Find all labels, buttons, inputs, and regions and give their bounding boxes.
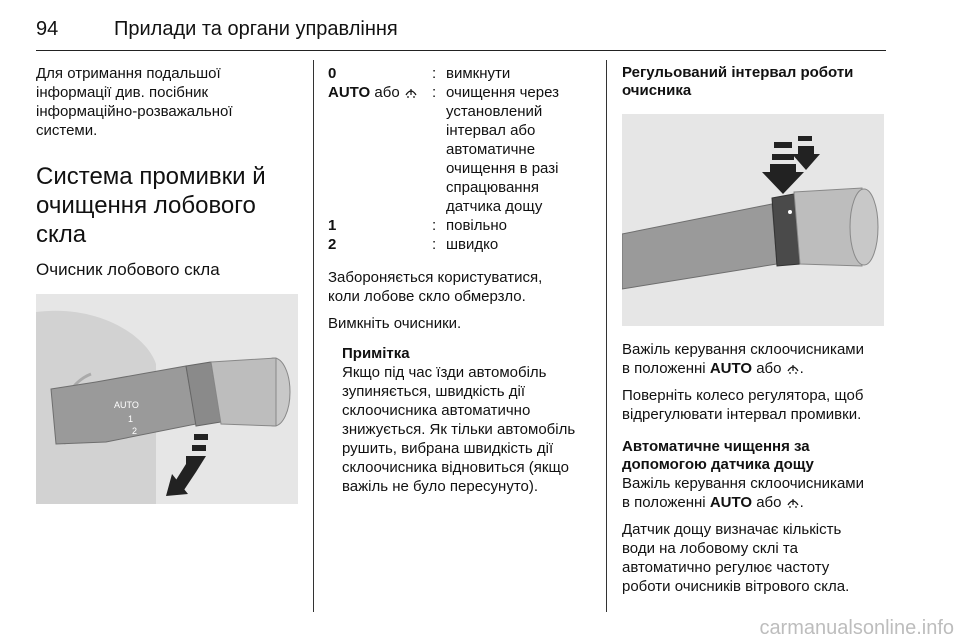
- note-title: Примітка: [342, 345, 410, 362]
- arrow-down-icon: [762, 142, 804, 194]
- intro-line: інформаційно-розважальної: [36, 103, 233, 120]
- rain-sensor-wiper-icon: [786, 361, 800, 375]
- position-label-2: 2: [132, 426, 138, 436]
- rain-sensor-wiper-icon: [404, 85, 418, 99]
- rain-sensor-paragraph-2: Датчик дощу визначає кількість води на лобовому склі та автоматично регулює частоту роботи очисників вітрового скла.: [622, 521, 850, 595]
- interval-paragraph-1: Важіль керування склоочисниками в положенні AUTO або .: [622, 341, 864, 377]
- intro-line: Для отримання подальшої: [36, 65, 221, 82]
- rain-sensor-wiper-icon: [786, 495, 800, 509]
- arrow-down-icon: [792, 136, 820, 170]
- rain-sensor-paragraph-1: Важіль керування склоочисниками в положенні AUTO або .: [622, 475, 864, 511]
- position-key: AUTO або: [328, 83, 432, 216]
- arrow-down-left-icon: [166, 434, 208, 496]
- column-1: [36, 64, 298, 504]
- column-divider: [606, 60, 607, 612]
- interval-title: Регульований інтервал роботи очисника: [622, 64, 854, 99]
- position-label-1: 1: [128, 414, 134, 424]
- warning-text: Забороняється користуватися, коли лобове скло обмерзло.: [328, 269, 543, 305]
- position-key: 0: [328, 65, 337, 82]
- position-key: 2: [328, 236, 337, 253]
- running-title: Прилади та органи управління: [114, 18, 398, 40]
- wiper-interval-illustration: [622, 114, 884, 326]
- column-3: [622, 64, 884, 596]
- position-row: AUTO або : очищення через установлений інтервал або автоматичне очищення в разі спрацювання датчика дощу: [328, 84, 559, 215]
- subsection-title: Очисник лобового скла: [36, 260, 220, 279]
- section-title: Система промивки й очищення лобового скла: [36, 163, 266, 248]
- rain-sensor-title: Автоматичне чищення за допомогою датчика дощу: [622, 438, 814, 473]
- note-block: Примітка Якщо під час їзди автомобіль зупиняється, швидкість дії склоочисника автоматично знижується. Як тільки автомобіль рушить, вибрана швидкість дії склоочисника відновиться (якщо важіль не було пересунуто).: [342, 345, 590, 496]
- position-row: 1 : повільно: [328, 217, 507, 234]
- interval-adjust-figure: [622, 114, 884, 326]
- column-divider: [313, 60, 314, 612]
- wiper-stalk-illustration: [36, 294, 298, 504]
- column-2: [328, 64, 590, 496]
- interval-paragraph-2: Поверніть колесо регулятора, щоб відрегулювати інтервал промивки.: [622, 387, 864, 423]
- page-header: [36, 14, 886, 51]
- intro-line: системи.: [36, 122, 98, 139]
- watermark: carmanualsonline.info: [759, 617, 954, 639]
- position-row: 2 : швидко: [328, 236, 499, 253]
- position-list: [328, 64, 590, 254]
- action-text: Вимкніть очисники.: [328, 315, 462, 332]
- intro-line: інформації див. посібник: [36, 84, 209, 101]
- position-label-auto: AUTO: [114, 400, 139, 410]
- page-number: 94: [36, 18, 59, 40]
- position-key: 1: [328, 217, 337, 234]
- wiper-stalk-figure: [36, 294, 298, 504]
- position-row: 0 : вимкнути: [328, 65, 511, 82]
